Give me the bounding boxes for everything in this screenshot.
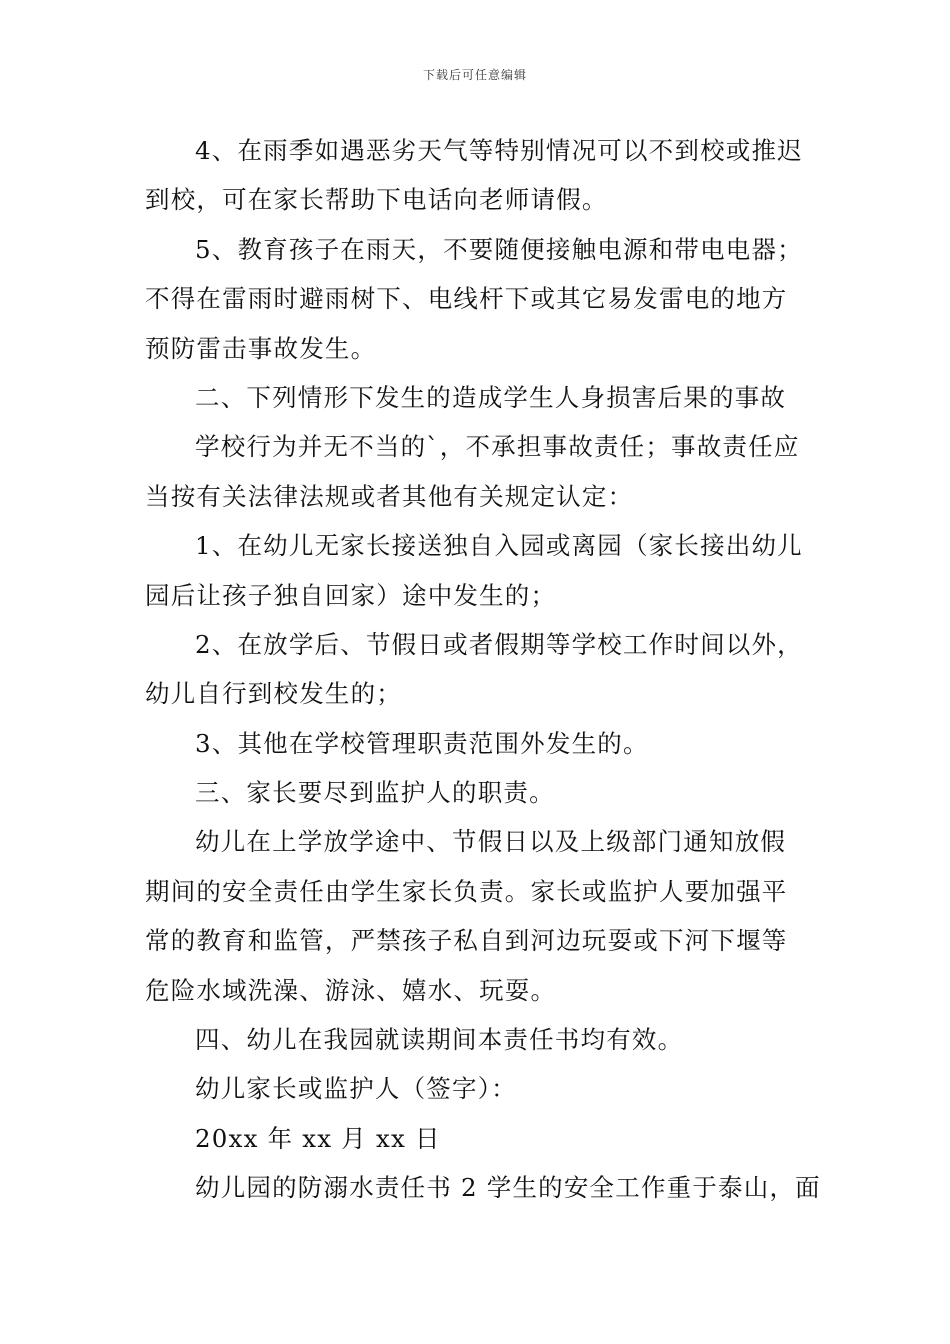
text-line: 预防雷击事故发生。 [145, 333, 377, 363]
text-line: 四、幼儿在我园就读期间本责任书均有效。 [195, 1025, 684, 1055]
signature-line [145, 1064, 809, 1113]
text-line: 不得在雷雨时避雨树下、电线杆下或其它易发雷电的地方 [145, 284, 788, 314]
paragraph-document-2-intro [145, 1163, 821, 1212]
paragraph-item-4 [145, 126, 809, 225]
text-line: 学校行为并无不当的`，不承担事故责任；事故责任应 [195, 432, 800, 462]
paragraph-parent-duty [145, 817, 809, 1015]
text-line: 4、在雨季如遇恶劣天气等特别情况可以不到校或推迟 [195, 136, 803, 165]
text-line: 三、家长要尽到监护人的职责。 [195, 778, 555, 808]
text-line: 二、下列情形下发生的造成学生人身损害后果的事故 [195, 382, 787, 412]
section-heading-3 [145, 768, 809, 817]
text-line: 幼儿自行到校发生的； [145, 679, 402, 709]
text-line: 园后让孩子独自回家）途中发生的； [145, 580, 557, 610]
paragraph-liability [145, 422, 809, 521]
paragraph-item-3 [145, 719, 809, 768]
text-line: 5、教育孩子在雨天，不要随便接触电源和带电电器； [195, 234, 803, 264]
text-line: 到校，可在家长帮助下电话向老师请假。 [145, 185, 608, 215]
text-line: 当按有关法律法规或者其他有关规定认定： [145, 481, 634, 511]
text-line: 危险水域洗澡、游泳、嬉水、玩耍。 [145, 975, 557, 1005]
paragraph-item-5 [145, 225, 809, 373]
text-line: 幼儿在上学放学途中、节假日以及上级部门通知放假 [195, 827, 787, 857]
document-body [145, 126, 821, 1213]
paragraph-item-1 [145, 521, 809, 620]
text-line: 20xx 年 xx 月 xx 日 [195, 1123, 441, 1153]
text-line: 期间的安全责任由学生家长负责。家长或监护人要加强平 [145, 876, 788, 906]
section-heading-4 [145, 1015, 809, 1064]
date-line [145, 1114, 809, 1163]
section-heading-2 [145, 373, 809, 422]
text-line: 幼儿园的防溺水责任书 2 学生的安全工作重于泰山，面 [195, 1173, 821, 1203]
text-line: 3、其他在学校管理职责范围外发生的。 [195, 728, 649, 758]
page-header: 下载后可任意编辑 [422, 68, 527, 82]
text-line: 幼儿家长或监护人（签字）： [195, 1074, 517, 1104]
paragraph-item-2 [145, 620, 809, 719]
text-line: 常的教育和监管，严禁孩子私自到河边玩耍或下河下堰等 [145, 926, 788, 956]
text-line: 2、在放学后、节假日或者假期等学校工作时间以外， [195, 629, 803, 659]
text-line: 1、在幼儿无家长接送独自入园或离园（家长接出幼儿 [195, 531, 803, 561]
